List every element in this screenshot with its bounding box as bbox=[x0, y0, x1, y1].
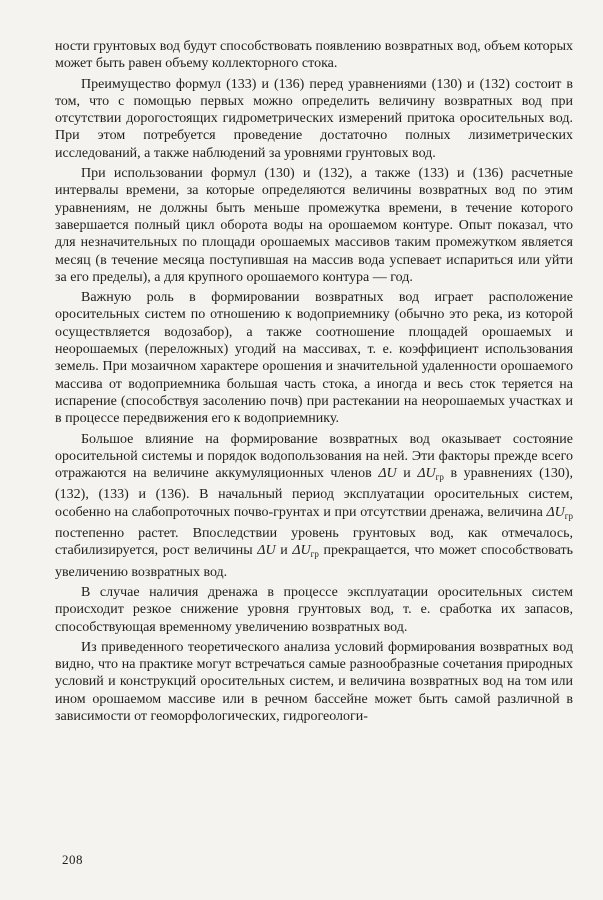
page-body bbox=[55, 38, 573, 728]
paragraph-7: Из приведенного теоретического анализа условий формирования возвратных вод видно, что на практике могут встречаться самые разнообразные сочетания природных условий и конструкций оросительных систем, и величина возвратных вод на том или ином орошаемом массиве или в речном бассейне может быть самой различной в зависимости от геоморфологических, гидрогеологи- bbox=[55, 639, 573, 724]
paragraph-6: В случае наличия дренажа в процессе эксплуатации оросительных систем происходит резкое снижение уровня грунтовых вод, т. е. сработка их запасов, способствующая временному увеличению возвратных вод. bbox=[55, 584, 573, 635]
symbol-delta-u-gr bbox=[546, 505, 573, 520]
paragraph-2: Преимущество формул (133) и (136) перед уравнениями (130) и (132) состоит в том, что с помощью первых можно определить величину возвратных вод при отсутствии дорогостоящих гидрометрических измерений притока оросительных вод. При этом потребуется проведение достаточно полных лизиметрических исследований, а также наблюдений за уровнями грунтовых вод. bbox=[55, 76, 573, 161]
symbol-delta-u-gr-base: ΔU bbox=[292, 543, 311, 559]
paragraph-1: ности грунтовых вод будут способствовать появлению возвратных вод, объем которых может быть равен объему коллекторного стока. bbox=[55, 39, 573, 72]
paragraph-5-text-c: в уравнениях (130), (132), (133) и (136). В начальный период эксплуатации оросительных систем, особенно на слабопроточных почво-грунтах и при отсутствии дренажа, величина bbox=[55, 466, 573, 520]
symbol-delta-u-gr-base: ΔU bbox=[546, 504, 565, 520]
paragraph-5-text-b: и bbox=[396, 466, 418, 482]
paragraph-5-text-d: постепенно растет. Впоследствии уровень грунтовых вод, как отмечалось, стабилизируется, рост величины bbox=[55, 526, 573, 559]
page-number: 208 bbox=[62, 852, 83, 867]
symbol-delta-u: ΔU bbox=[257, 543, 276, 559]
paragraph-5-text-f: прекращается, что может способствовать увеличению возвратных вод. bbox=[55, 543, 573, 580]
symbol-delta-u-gr bbox=[292, 543, 319, 558]
symbol-delta-u-gr-base: ΔU bbox=[417, 466, 436, 482]
paragraph-3: При использовании формул (130) и (132), а также (133) и (136) расчетные интервалы времени, за которые определяются величины возвратных вод по этим уравнениям, не должны быть меньше промежутка времени, в течение которого завершается полный цикл оборота воды на орошаемом контуре. Опыт показал, что для незначительных по площади орошаемых массивов таким промежутком является месяц (в течение месяца поступившая на массив вода успевает испариться или уйти за его пределы), а для крупного орошаемого контура — год. bbox=[55, 166, 573, 285]
paragraph-4: Важную роль в формировании возвратных вод играет расположение оросительных систем по отношению к водоприемнику (обычно это река, из которой осуществляется водозабор), а также соотношение площадей орошаемых и неорошаемых (переложных) угодий на массивах, т. е. коэффициент использования земель. При мозаичном характере орошения и значительной удаленности орошаемого массива от водоприемника большая часть стока, а иногда и весь сток теряется на испарение (способствуя засолению почв) при растекании на неорошаемых участках и в процессе передвижения его к водоприемнику. bbox=[55, 290, 573, 427]
paragraph-5 bbox=[55, 431, 573, 581]
symbol-gr-subscript: гр bbox=[564, 510, 573, 521]
symbol-gr-subscript: гр bbox=[435, 472, 444, 483]
paragraph-5-text-a: Большое влияние на формирование возвратных вод оказывает состояние оросительной системы и порядок водопользования на ней. Эти факторы прежде всего отражаются на величине аккумуляционных членов bbox=[55, 431, 573, 482]
symbol-delta-u-gr bbox=[417, 466, 444, 481]
symbol-delta-u: ΔU bbox=[378, 466, 397, 482]
paragraph-5-text-e: и bbox=[275, 543, 293, 559]
symbol-gr-subscript: гр bbox=[310, 549, 319, 560]
